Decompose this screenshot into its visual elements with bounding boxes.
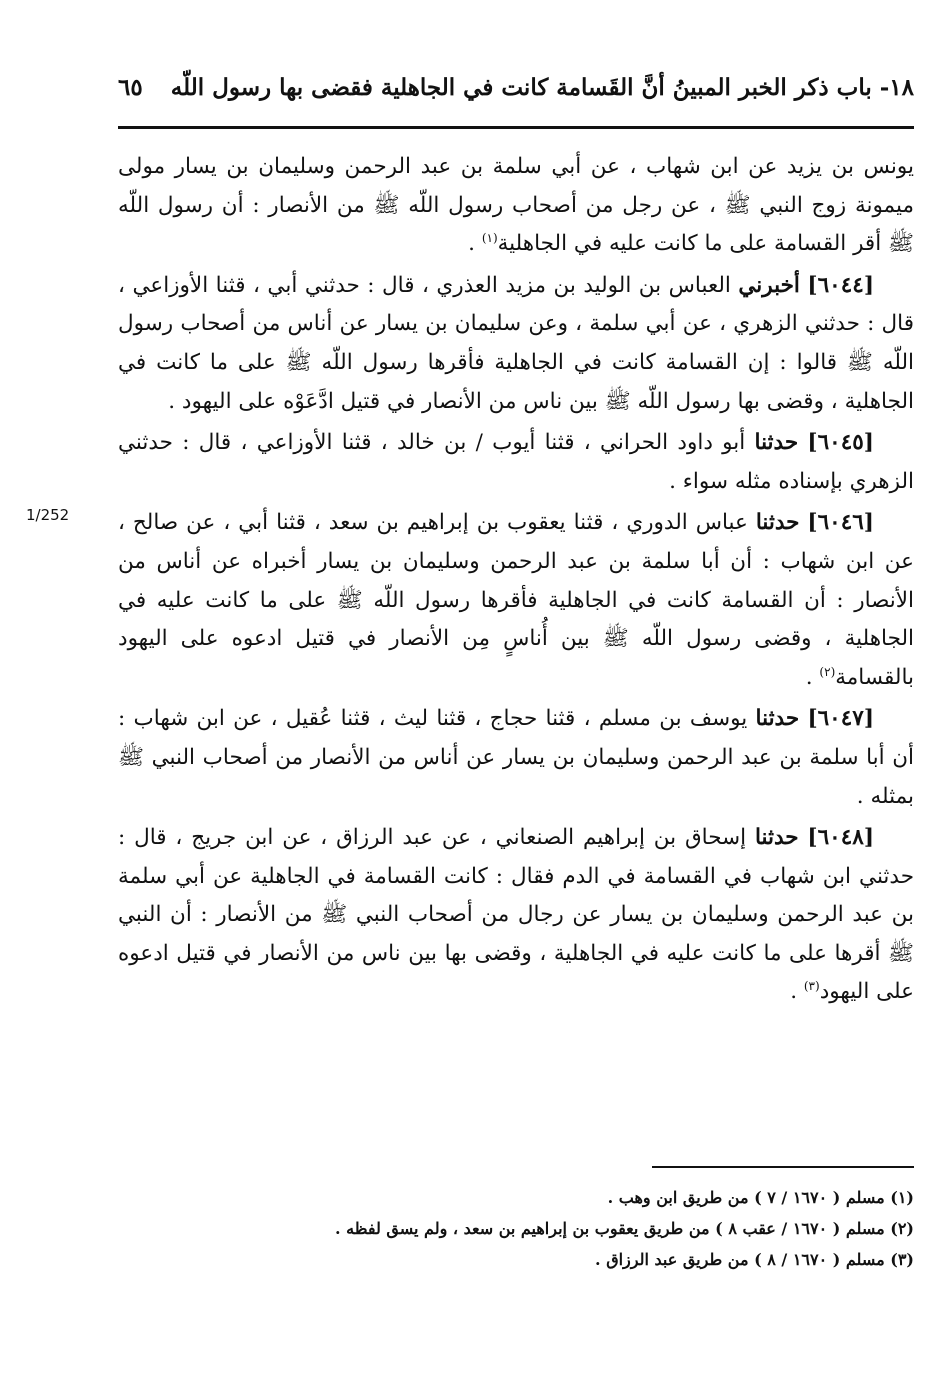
footnote-marker: (٢)	[819, 664, 836, 679]
hadith-6048	[118, 819, 914, 1012]
hadith-text: إسحاق بن إبراهيم الصنعاني ، عن عبد الرزاق ، عن ابن جريج ، قال : حدثني ابن شهاب في القسامة في الدم فقال : كانت القسامة في الجاهلية عن أبي سلمة بن عبد الرحمن وسليمان بن يسار عن رجال من أصحاب النبي ﷺ من الأنصار : أن النبي ﷺ أقرها على ما كانت عليه في الجاهلية ، وقضى بها بين ناس من الأنصار في قتيل ادعوه على اليهود	[118, 825, 914, 1005]
hadith-number: [٦٠٤٦]	[807, 510, 874, 536]
footnote-2: (٢) مسلم ( ١٦٧٠ / عقب ٨ ) من طريق يعقوب بن إبراهيم بن سعد ، ولم يسق لفظه .	[335, 1219, 914, 1238]
narration-verb: أخبرني	[738, 272, 800, 298]
footnote-1: (١) مسلم ( ١٦٧٠ / ٧ ) من طريق ابن وهب .	[607, 1188, 914, 1207]
hadith-text: يوسف بن مسلم ، قثنا حجاج ، قثنا ليث ، قثنا عُقيل ، عن ابن شهاب : أن أبا سلمة بن عبد الرحمن وسليمان بن يسار عن أناس من الأنصار من أصحاب النبي ﷺ بمثله .	[118, 706, 914, 809]
hadith-text: أبو داود الحراني ، قثنا أيوب / بن خالد ، قثنا الأوزاعي ، قال : حدثني الزهري بإسناده مثله سواء .	[118, 430, 914, 494]
page-header	[118, 66, 914, 110]
hadith-number: [٦٠٤٥]	[807, 430, 874, 456]
page-number: ٦٥	[118, 74, 143, 101]
footnotes	[118, 1184, 914, 1277]
hadith-number: [٦٠٤٨]	[807, 825, 874, 851]
paragraph-continuation	[118, 148, 914, 264]
main-text	[118, 148, 914, 1015]
margin-manuscript-ref: 1/252	[26, 506, 70, 524]
hadith-6045	[118, 424, 914, 501]
footnote-marker: (٣)	[803, 979, 820, 994]
hadith-6047	[118, 700, 914, 816]
header-rule	[118, 126, 914, 129]
hadith-6044	[118, 267, 914, 421]
hadith-text: العباس بن الوليد بن مزيد العذري ، قال : حدثني أبي ، قثنا الأوزاعي ، قال : حدثني الزهري ، عن أبي سلمة ، وعن سليمان بن يسار عن أناس من أصحاب رسول اللّه ﷺ قالوا : إن القسامة كانت في الجاهلية فأقرها رسول اللّه ﷺ على ما كانت في الجاهلية ، وقضى بها رسول اللّه ﷺ بين ناس من الأنصار في قتيل ادَّعَوْه على اليهود .	[118, 272, 914, 414]
paragraph-end: .	[790, 979, 804, 1005]
hadith-number: [٦٠٤٤]	[807, 272, 874, 298]
narration-verb: حدثنا	[755, 706, 800, 732]
hadith-6046	[118, 504, 914, 697]
narration-verb: حدثنا	[754, 825, 799, 851]
narration-verb: حدثنا	[754, 430, 799, 456]
paragraph-end: .	[468, 231, 482, 257]
footnote-marker: (١)	[481, 231, 498, 246]
footnote-3: (٣) مسلم ( ١٦٧٠ / ٨ ) من طريق عبد الرزاق .	[595, 1250, 914, 1269]
paragraph-end: .	[805, 664, 820, 690]
hadith-text: عباس الدوري ، قثنا يعقوب بن إبراهيم بن سعد ، قثنا أبي ، عن صالح ، عن ابن شهاب : أن أبا سلمة بن عبد الرحمن وسليمان بن يسار أخبراه عن أناس من الأنصار : أن القسامة كانت في الجاهلية فأقرها رسول اللّه ﷺ على ما كانت عليه في الجاهلية ، وقضى رسول اللّه ﷺ بين أُناسٍ مِن الأنصار في قتيل ادعوه على اليهود بالقسامة	[118, 510, 914, 690]
hadith-number: [٦٠٤٧]	[807, 706, 875, 732]
footnote-separator	[652, 1166, 914, 1168]
chapter-title: ١٨- باب ذكر الخبر المبينُ أنَّ القَسامة كانت في الجاهلية فقضى بها رسول اللّه	[170, 74, 914, 101]
paragraph-text: يونس بن يزيد عن ابن شهاب ، عن أبي سلمة بن عبد الرحمن وسليمان بن يسار مولى ميمونة زوج النبي ﷺ ، عن رجل من أصحاب رسول اللّه ﷺ من الأنصار : أن رسول اللّه ﷺ أقر القسامة على ما كانت عليه في الجاهلية	[118, 154, 914, 257]
narration-verb: حدثنا	[755, 510, 800, 536]
